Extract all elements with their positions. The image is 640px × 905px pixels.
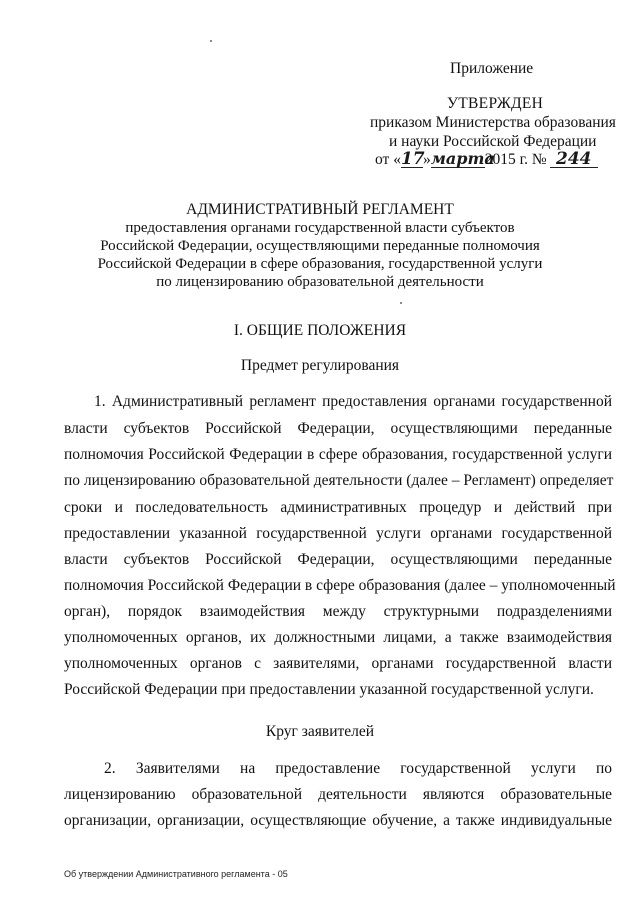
- date-year: 2015 г. №: [484, 151, 547, 168]
- order-date-line: [375, 151, 598, 169]
- para1-line-3: полномочия Российской Федерации в сфере образования, государственной услуги: [64, 446, 612, 463]
- para1-line-5: сроки и последовательность административных процедур и действий при: [64, 499, 612, 516]
- order-number-handwritten: 244: [550, 151, 598, 168]
- appendix-label: Приложение: [450, 60, 534, 77]
- para1-line-10: уполномоченных органов, их должностными лицами, а также взаимодействия: [64, 629, 612, 646]
- date-prefix: от «: [375, 151, 401, 168]
- subheading-applicants: Круг заявителей: [265, 723, 375, 740]
- section-heading: I. ОБЩИЕ ПОЛОЖЕНИЯ: [233, 322, 407, 339]
- para1-line-7: власти субъектов Российской Федерации, осуществляющими переданные: [64, 551, 612, 568]
- para1-line-12: Российской Федерации при предоставлении указанной государственной услуги.: [64, 681, 594, 698]
- para1-line-4: по лицензированию образовательной деятельности (далее – Регламент) определяет: [64, 472, 614, 489]
- approved-label: УТВЕРЖДЕН: [447, 95, 544, 112]
- date-month-handwritten: марта: [430, 149, 495, 168]
- para2-line-2: лицензированию образовательной деятельности являются образовательные: [64, 786, 612, 803]
- document-title: АДМИНИСТРАТИВНЫЙ РЕГЛАМЕНТ: [186, 201, 454, 218]
- subheading-regulation-subject: Предмет регулирования: [240, 357, 400, 374]
- title-line-1: предоставления органами государственной власти субъектов: [125, 220, 515, 236]
- title-line-3: Российской Федерации в сфере образования, государственной услуги: [97, 256, 543, 272]
- title-line-4: по лицензированию образовательной деятельности: [156, 274, 484, 290]
- scan-speck: [400, 302, 402, 304]
- para1-line-9: орган), порядок взаимодействия между структурными подразделениями: [64, 603, 612, 620]
- order-line-2: и науки Российской Федерации: [389, 133, 597, 150]
- para1-line-2: власти субъектов Российской Федерации, осуществляющими переданные: [64, 420, 612, 437]
- scan-speck: [210, 40, 212, 42]
- para2-line-3: организации, организации, осуществляющие обучение, а также индивидуальные: [64, 812, 612, 829]
- date-mid: »: [422, 151, 431, 168]
- para2-line-1: 2. Заявителями на предоставление государственной услуги по: [104, 760, 612, 777]
- title-line-2: Российской Федерации, осуществляющими переданные полномочия: [100, 238, 540, 254]
- para1-line-8: полномочия Российской Федерации в сфере образования (далее – уполномоченный: [64, 577, 616, 594]
- order-line-1: приказом Министерства образования: [370, 114, 616, 131]
- date-day-handwritten: 17: [400, 149, 425, 169]
- para1-line-11: уполномоченных органов с заявителями, органами государственной власти: [64, 655, 612, 672]
- para1-line-6: предоставлении указанной государственной услуги органами государственной: [64, 525, 612, 542]
- para1-line-1: 1. Административный регламент предоставления органами государственной: [94, 393, 612, 410]
- footer-text: Об утверждении Административного регламента - 05: [64, 869, 288, 879]
